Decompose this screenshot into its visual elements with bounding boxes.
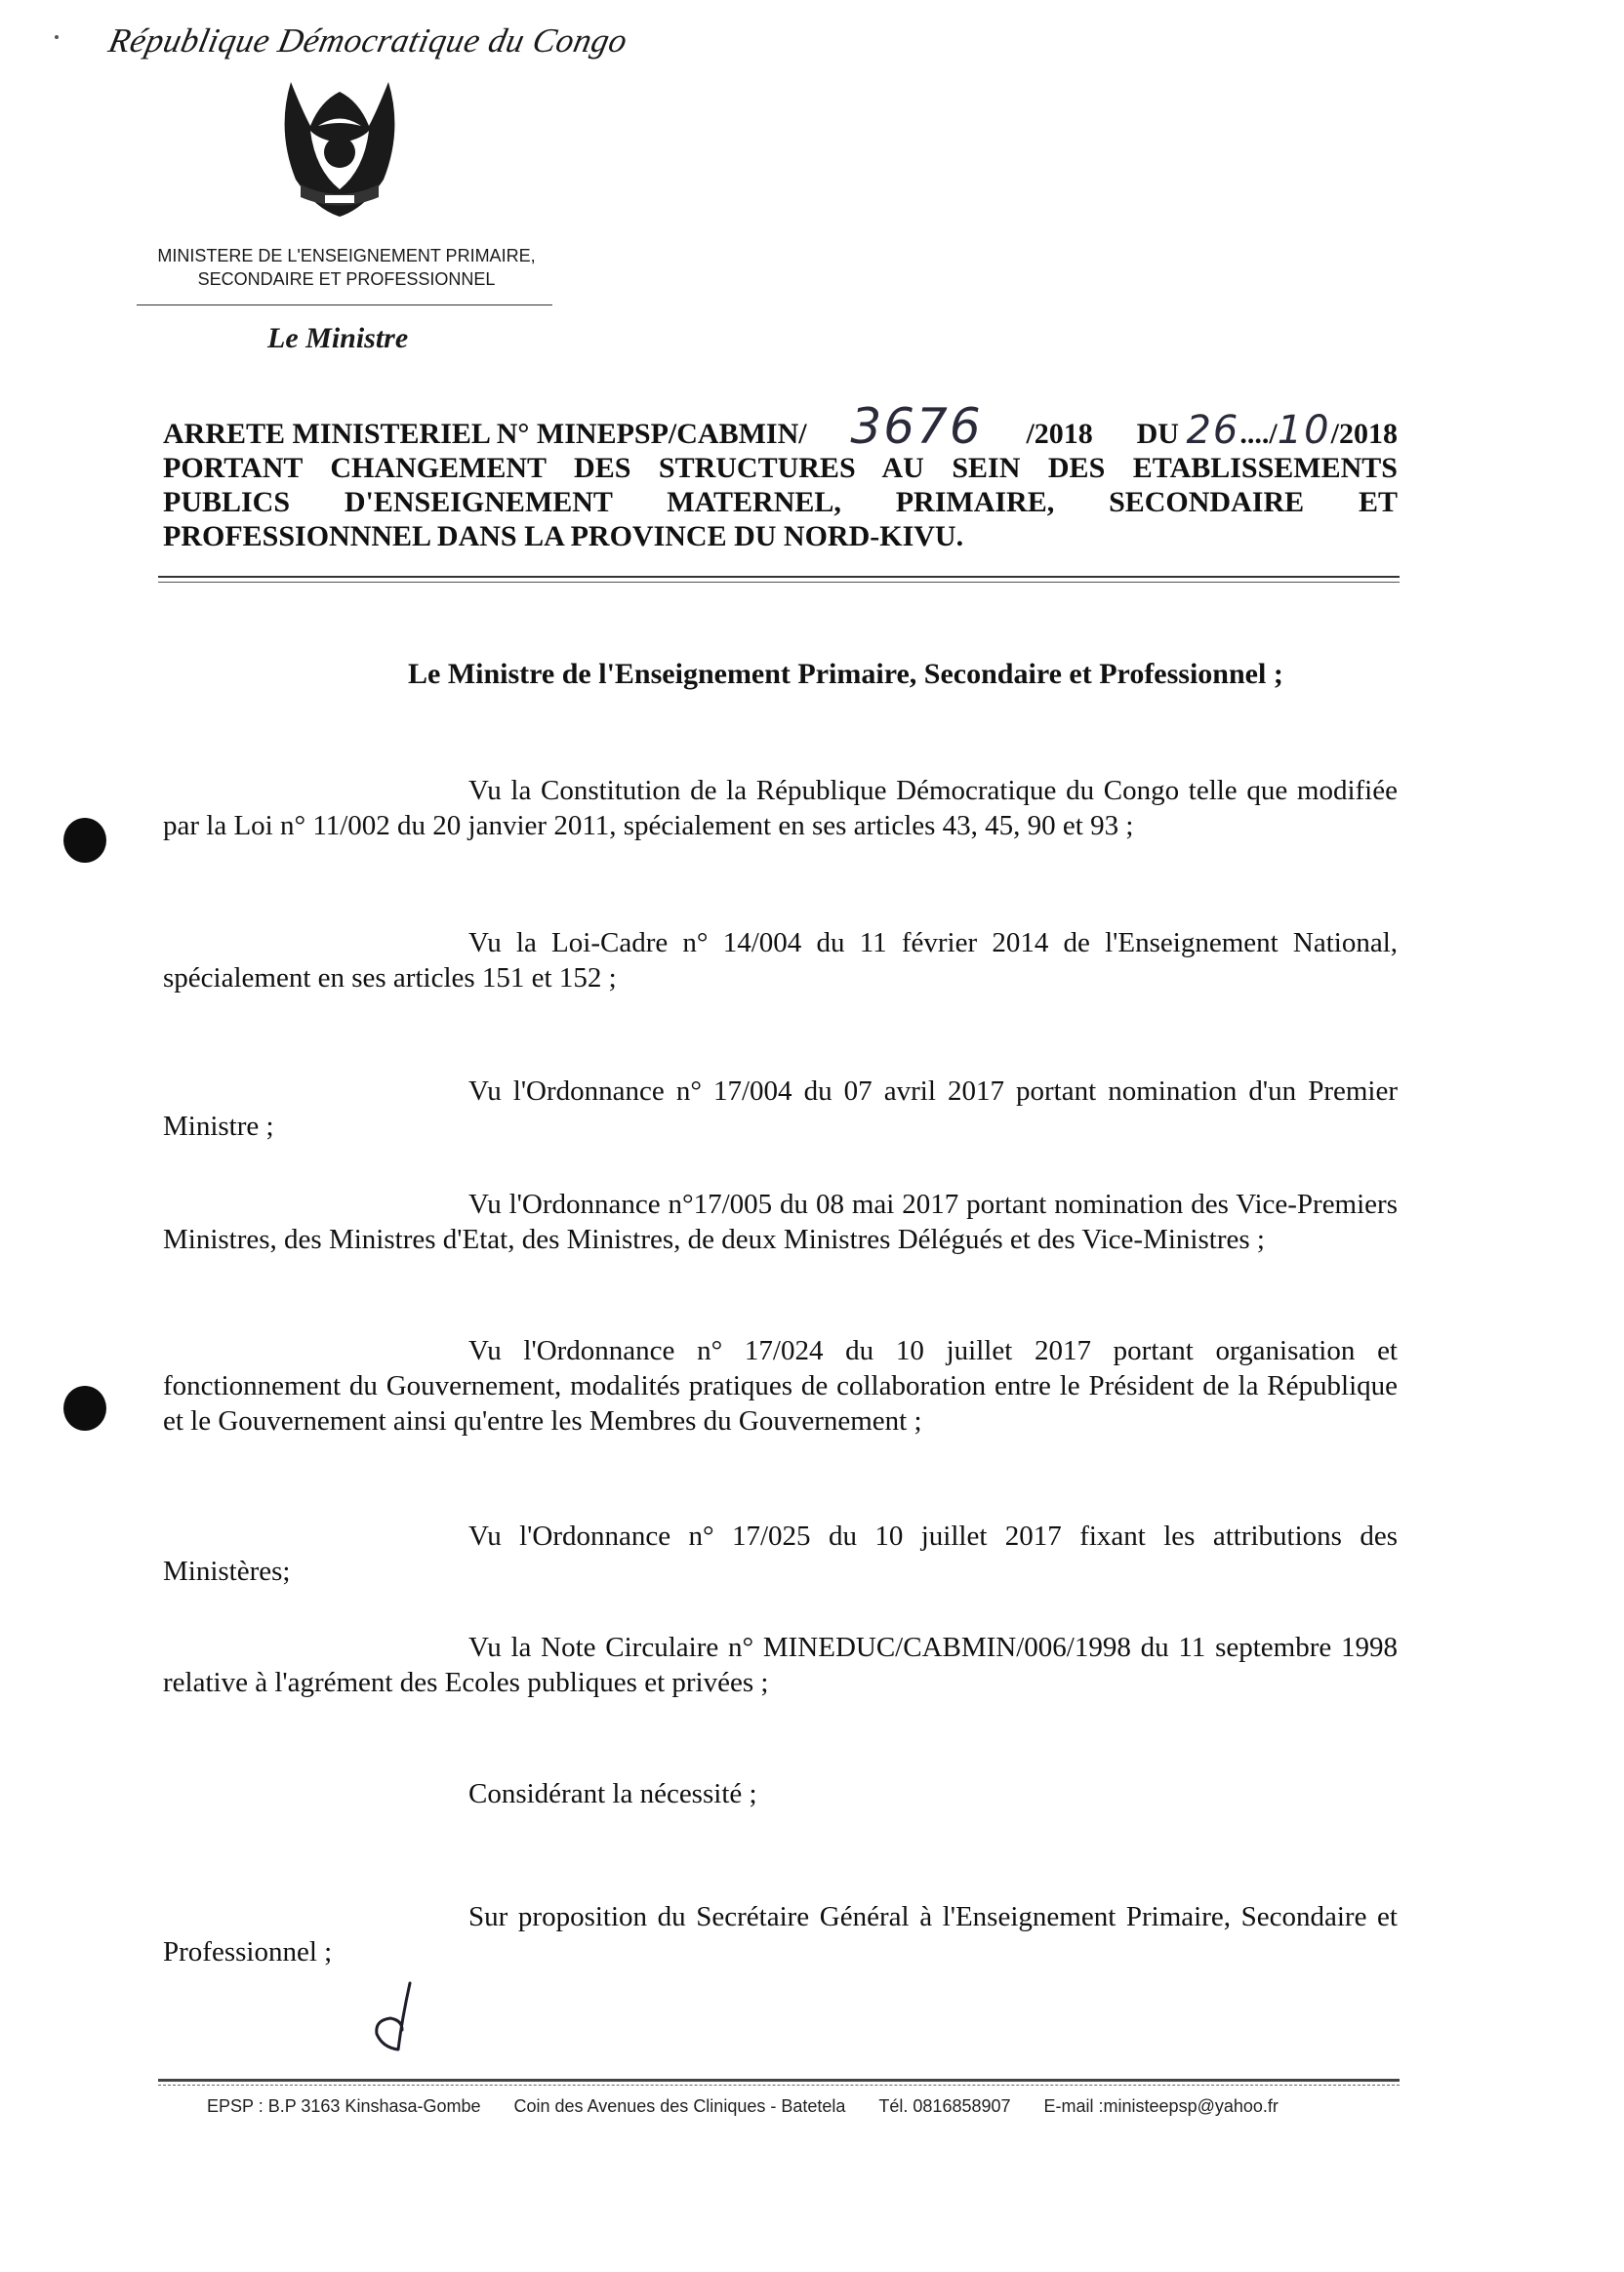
ministry-line2: SECONDAIRE ET PROFESSIONNEL (197, 269, 496, 289)
preamble-paragraph: Vu la Loi-Cadre n° 14/004 du 11 février 2014 de l'Enseignement National, spécialement en ses articles 151 et 152 ; (163, 927, 1398, 994)
heading-divider-thin (158, 582, 1400, 583)
decree-heading (163, 398, 1398, 553)
punch-hole-mark (63, 818, 106, 863)
decree-title-line2: PORTANT CHANGEMENT DES STRUCTURES AU SEIN DES ETABLISSEMENTS (163, 452, 1398, 484)
footer-phone: Tél. 0816858907 (878, 2096, 1011, 2116)
ministry-name (137, 244, 556, 291)
preamble-paragraph: Vu la Constitution de la République Démocratique du Congo telle que modifiée par la Loi n° 11/002 du 20 janvier 2011, spécialement en ses articles 43, 45, 90 et 93 ; (163, 775, 1398, 841)
footer-location: Coin des Avenues des Cliniques - Batetela (513, 2096, 846, 2116)
decree-reference-line: ARRETE MINISTERIEL N° MINEPSP/CABMIN/ 3676 /2018 DU 26..../10/2018 (163, 398, 1398, 455)
decree-ref-year: /2018 (1026, 418, 1093, 450)
decree-title-line3: PUBLICS D'ENSEIGNEMENT MATERNEL, PRIMAIRE, SECONDAIRE ET (163, 486, 1398, 518)
punch-hole-mark (63, 1386, 106, 1431)
minister-statement: Le Ministre de l'Enseignement Primaire, Secondaire et Professionnel ; (408, 658, 1283, 690)
decree-date-prefix: DU (1136, 418, 1179, 450)
decree-title-line4: PROFESSIONNNEL DANS LA PROVINCE DU NORD-KIVU. (163, 520, 964, 552)
preamble-paragraph: Vu l'Ordonnance n° 17/004 du 07 avril 2017 portant nomination d'un Premier Ministre ; (163, 1075, 1398, 1142)
footer-divider-dashed (158, 2085, 1400, 2086)
decree-date-month-handwritten: 10 (1277, 408, 1331, 453)
signatory-title: Le Ministre (267, 322, 409, 354)
country-name: République Démocratique du Congo (104, 21, 631, 60)
letterhead-divider (137, 304, 552, 305)
ministry-line1: MINISTERE DE L'ENSEIGNEMENT PRIMAIRE, (157, 246, 536, 265)
preamble-paragraph: Vu l'Ordonnance n°17/005 du 08 mai 2017 portant nomination des Vice-Premiers Ministres, des Ministres d'Etat, des Ministres, de deux Ministres Délégués et des Vice-Ministres ; (163, 1189, 1398, 1255)
decree-date-day-handwritten: 26 (1186, 408, 1240, 453)
heading-divider (158, 576, 1400, 578)
scan-speck (55, 35, 59, 39)
preamble-paragraph: Sur proposition du Secrétaire Général à l'Enseignement Primaire, Secondaire et Professionnel ; (163, 1901, 1398, 1968)
preamble-paragraph: Vu la Note Circulaire n° MINEDUC/CABMIN/006/1998 du 11 septembre 1998 relative à l'agrément des Ecoles publiques et privées ; (163, 1632, 1398, 1698)
footer-contact (207, 2096, 1407, 2117)
decree-ref-prefix: ARRETE MINISTERIEL N° MINEPSP/CABMIN/ (163, 418, 807, 450)
preamble-paragraph: Considérant la nécessité ; (468, 1778, 757, 1809)
preamble-paragraph: Vu l'Ordonnance n° 17/024 du 10 juillet 2017 portant organisation et fonctionnement du Gouvernement, modalités pratiques de collaboration entre le Président de la République et le Gouvernement ainsi qu'entre les Membres du Gouvernement ; (163, 1335, 1398, 1437)
preamble-paragraph: Vu l'Ordonnance n° 17/025 du 10 juillet 2017 fixant les attributions des Ministères; (163, 1521, 1398, 1587)
footer-address: EPSP : B.P 3163 Kinshasa-Gombe (207, 2096, 481, 2116)
decree-number-handwritten: 3676 (850, 398, 983, 455)
coat-of-arms-emblem (271, 72, 408, 221)
footer-email: E-mail :ministeepsp@yahoo.fr (1043, 2096, 1279, 2116)
handwritten-initials (363, 1979, 431, 2057)
footer-divider (158, 2079, 1400, 2082)
decree-date-year: /2018 (1330, 418, 1398, 450)
